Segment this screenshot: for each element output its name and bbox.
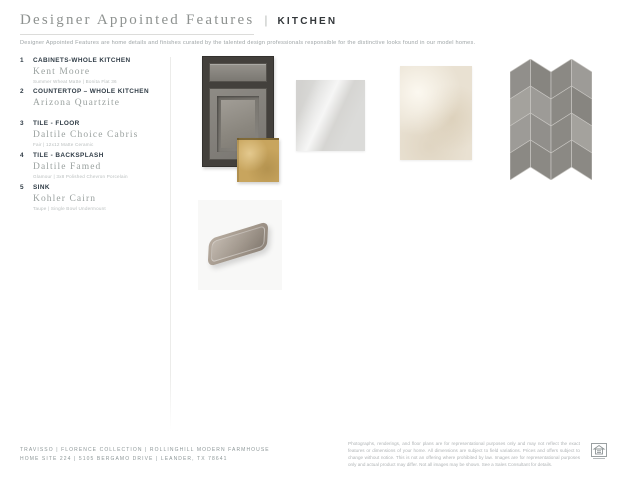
page-subtitle: Designer Appointed Features are home details and finishes curated by the talented design professionals responsible for the distinctive looks found in our model homes. — [20, 40, 476, 46]
feature-category: TILE - BACKSPLASH — [33, 152, 104, 159]
footer-homesite-line: HOME SITE 224 | 5105 BERGAMO DRIVE | LEANDER, TX 78641 — [20, 456, 228, 463]
feature-number: 4 — [20, 152, 24, 159]
feature-product-name: Kent Moore — [33, 67, 91, 77]
feature-detail: Summer Wheat Matte | Bonita Flat 36 — [33, 79, 117, 84]
gold-finish-swatch — [237, 138, 279, 182]
footer-address — [20, 446, 270, 465]
feature-category: COUNTERTOP – WHOLE KITCHEN — [33, 88, 149, 95]
page-title-text: Designer Appointed Features — [20, 12, 254, 35]
feature-detail: Glamour | 3x8 Polished Chevron Porcelain — [33, 174, 128, 179]
feature-product-name: Daltile Choice Cabris — [33, 130, 139, 140]
feature-detail: Taupe | Single Bowl Undermount — [33, 206, 106, 211]
quartzite-countertop-swatch — [296, 80, 365, 151]
list-content-divider — [170, 57, 171, 431]
feature-number: 5 — [20, 184, 24, 191]
page-title — [20, 12, 475, 35]
feature-product-name: Kohler Cairn — [33, 194, 97, 204]
feature-item-sink — [20, 184, 168, 211]
feature-category: TILE - FLOOR — [33, 120, 80, 127]
feature-item-countertop — [20, 88, 168, 108]
feature-item-cabinets — [20, 57, 168, 84]
footer-community-line: TRAVISSO | FLORENCE COLLECTION | ROLLINGHILL MODERN FARMHOUSE — [20, 447, 270, 453]
feature-item-tile-backsplash — [20, 152, 168, 179]
cabinet-drawer-front — [209, 63, 267, 82]
feature-detail: Fair | 12x12 Matte Ceramic — [33, 142, 94, 147]
header — [20, 12, 475, 46]
feature-product-name: Daltile Famed — [33, 162, 102, 172]
feature-product-name: Arizona Quartzite — [33, 98, 121, 108]
equal-housing-logo-icon — [590, 443, 608, 459]
legal-disclaimer: Photographs, renderings, and floor plans are for representational purposes only and may not reflect the exact features or dimensions of your home. All dimensions are subject to field variations. Prices and offers subject to change without notice. This is not an offering where prohibited by law. Images are for representational purposes only and actual product may differ. Not all images may be shown. See a Sales Consultant for details. — [348, 441, 580, 468]
chevron-tile-swatch — [510, 59, 592, 180]
feature-number: 2 — [20, 88, 24, 95]
feature-item-tile-floor — [20, 120, 168, 147]
chevron-tile-svg — [510, 59, 592, 180]
undermount-sink-image — [208, 221, 269, 267]
feature-category: SINK — [33, 184, 50, 191]
sink-photo-card — [198, 200, 282, 290]
feature-category: CABINETS-WHOLE KITCHEN — [33, 57, 131, 64]
floor-tile-swatch — [400, 66, 472, 160]
room-label: KITCHEN — [277, 16, 338, 27]
feature-number: 3 — [20, 120, 24, 127]
title-separator: | — [264, 13, 268, 27]
feature-number: 1 — [20, 57, 24, 64]
